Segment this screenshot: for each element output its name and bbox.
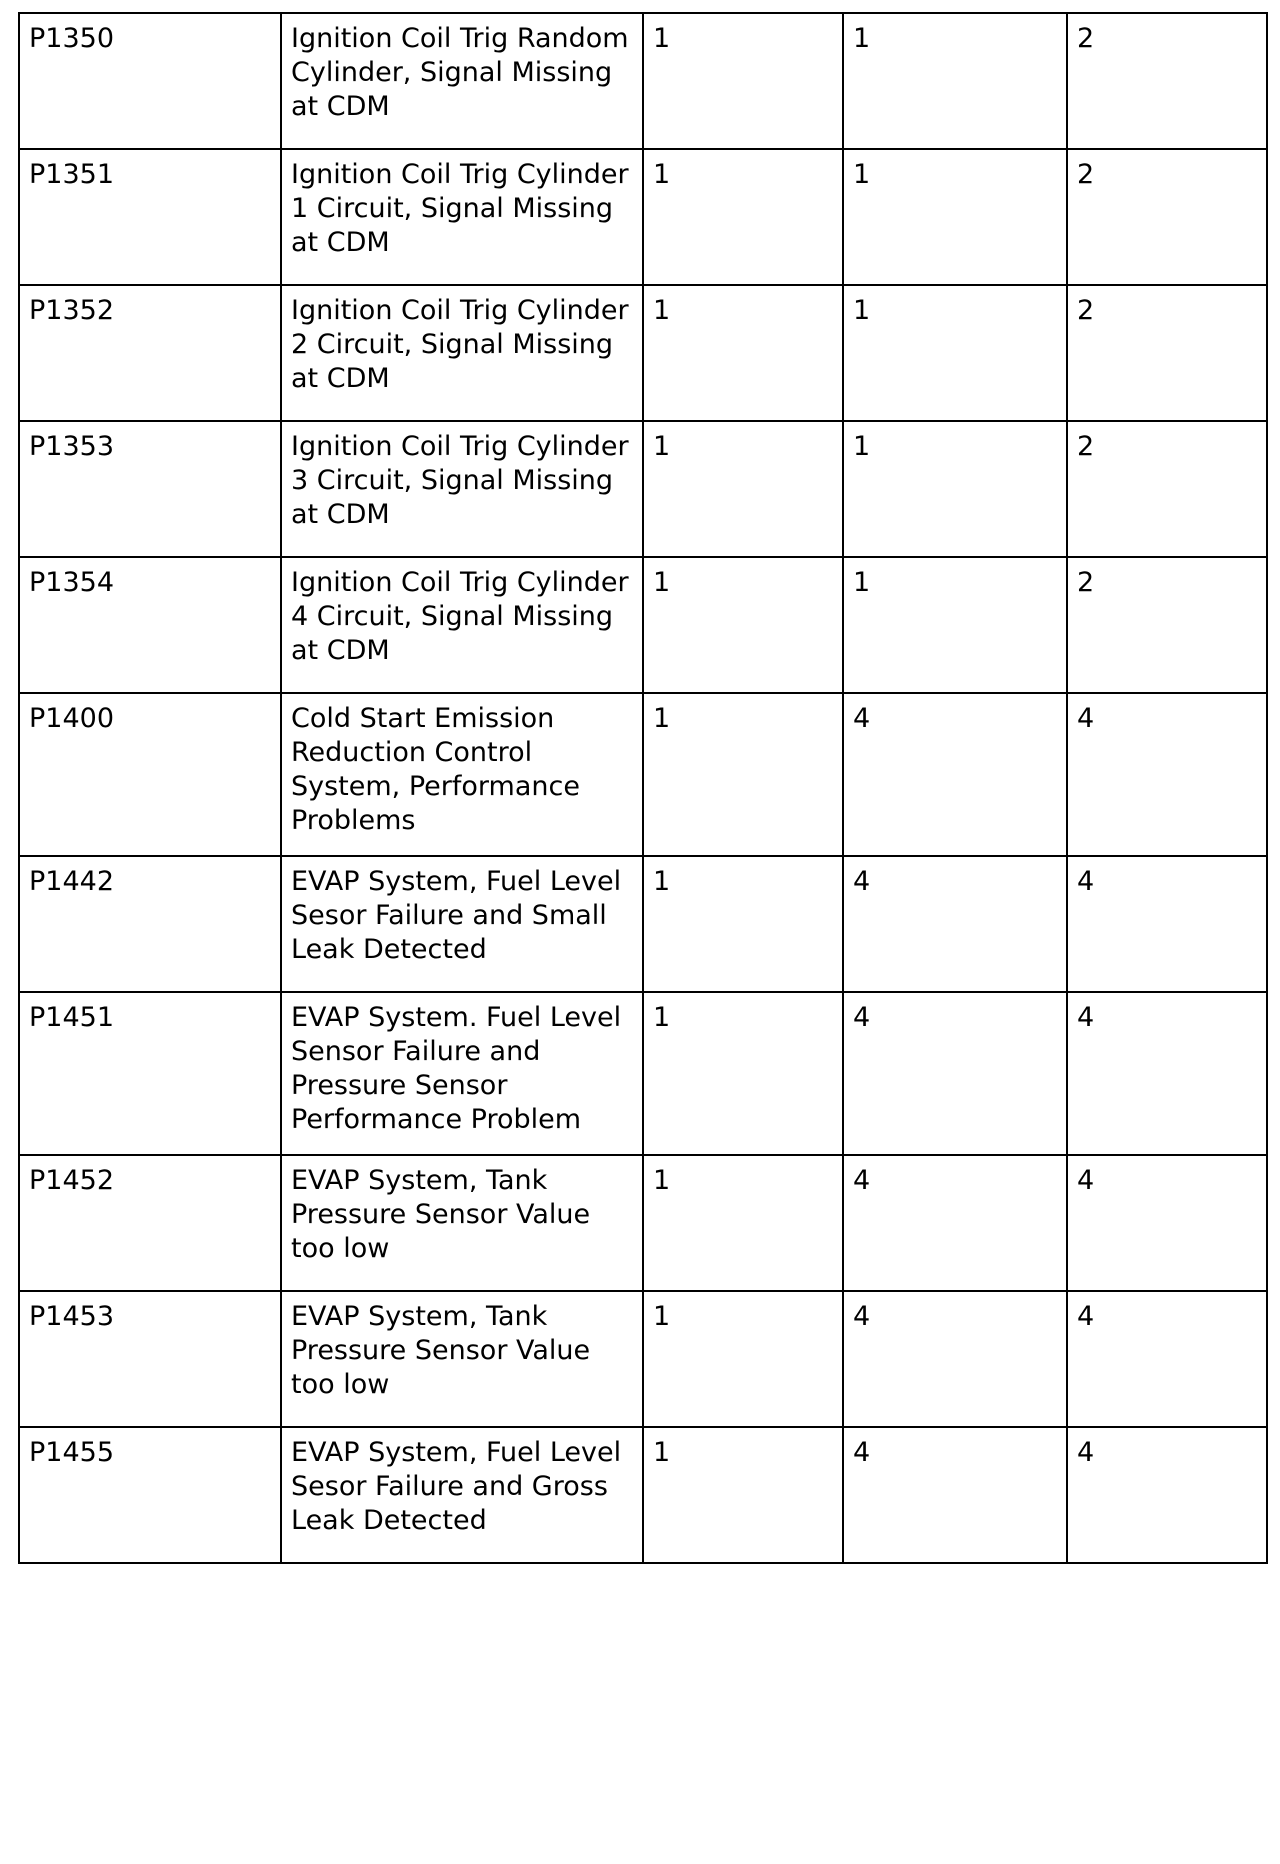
- value-cell-col5: 4: [1067, 992, 1267, 1155]
- value-cell-col3: 1: [643, 693, 843, 856]
- value-cell-col4: 1: [843, 13, 1067, 149]
- dtc-description-cell: Ignition Coil Trig Cylinder 4 Circuit, Signal Missing at CDM: [281, 557, 643, 693]
- value-cell-col3: 1: [643, 557, 843, 693]
- table-row: [19, 992, 1267, 1155]
- value-cell-col4: 1: [843, 149, 1067, 285]
- value-cell-col3: 1: [643, 421, 843, 557]
- dtc-description-cell: Ignition Coil Trig Cylinder 3 Circuit, Signal Missing at CDM: [281, 421, 643, 557]
- table-row: [19, 856, 1267, 992]
- value-cell-col5: 2: [1067, 421, 1267, 557]
- dtc-code-cell: P1400: [19, 693, 281, 856]
- dtc-description-cell: Ignition Coil Trig Cylinder 1 Circuit, Signal Missing at CDM: [281, 149, 643, 285]
- dtc-code-cell: P1442: [19, 856, 281, 992]
- dtc-description-cell: Ignition Coil Trig Cylinder 2 Circuit, Signal Missing at CDM: [281, 285, 643, 421]
- value-cell-col5: 4: [1067, 1291, 1267, 1427]
- table-row: [19, 421, 1267, 557]
- value-cell-col4: 4: [843, 693, 1067, 856]
- value-cell-col5: 2: [1067, 149, 1267, 285]
- value-cell-col4: 1: [843, 557, 1067, 693]
- value-cell-col4: 4: [843, 1155, 1067, 1291]
- value-cell-col5: 2: [1067, 13, 1267, 149]
- value-cell-col3: 1: [643, 285, 843, 421]
- value-cell-col3: 1: [643, 1427, 843, 1563]
- dtc-description-cell: EVAP System, Tank Pressure Sensor Value too low: [281, 1155, 643, 1291]
- dtc-description-cell: EVAP System. Fuel Level Sensor Failure and Pressure Sensor Performance Problem: [281, 992, 643, 1155]
- dtc-code-cell: P1352: [19, 285, 281, 421]
- dtc-table: [18, 12, 1268, 1564]
- value-cell-col3: 1: [643, 149, 843, 285]
- dtc-code-cell: P1455: [19, 1427, 281, 1563]
- dtc-code-cell: P1354: [19, 557, 281, 693]
- value-cell-col4: 4: [843, 1427, 1067, 1563]
- dtc-description-cell: Ignition Coil Trig Random Cylinder, Signal Missing at CDM: [281, 13, 643, 149]
- value-cell-col3: 1: [643, 13, 843, 149]
- value-cell-col3: 1: [643, 856, 843, 992]
- dtc-code-cell: P1452: [19, 1155, 281, 1291]
- table-row: [19, 285, 1267, 421]
- value-cell-col4: 4: [843, 856, 1067, 992]
- value-cell-col5: 2: [1067, 285, 1267, 421]
- value-cell-col5: 4: [1067, 1155, 1267, 1291]
- dtc-description-cell: Cold Start Emission Reduction Control System, Performance Problems: [281, 693, 643, 856]
- table-row: [19, 1291, 1267, 1427]
- dtc-code-cell: P1451: [19, 992, 281, 1155]
- value-cell-col4: 4: [843, 992, 1067, 1155]
- value-cell-col4: 4: [843, 1291, 1067, 1427]
- table-row: [19, 149, 1267, 285]
- dtc-code-cell: P1350: [19, 13, 281, 149]
- value-cell-col5: 4: [1067, 856, 1267, 992]
- table-row: [19, 557, 1267, 693]
- value-cell-col5: 4: [1067, 693, 1267, 856]
- dtc-code-cell: P1351: [19, 149, 281, 285]
- value-cell-col5: 4: [1067, 1427, 1267, 1563]
- dtc-code-cell: P1453: [19, 1291, 281, 1427]
- value-cell-col3: 1: [643, 992, 843, 1155]
- value-cell-col3: 1: [643, 1291, 843, 1427]
- dtc-description-cell: EVAP System, Tank Pressure Sensor Value too low: [281, 1291, 643, 1427]
- value-cell-col5: 2: [1067, 557, 1267, 693]
- table-row: [19, 693, 1267, 856]
- dtc-description-cell: EVAP System, Fuel Level Sesor Failure and Small Leak Detected: [281, 856, 643, 992]
- value-cell-col3: 1: [643, 1155, 843, 1291]
- value-cell-col4: 1: [843, 285, 1067, 421]
- value-cell-col4: 1: [843, 421, 1067, 557]
- dtc-code-cell: P1353: [19, 421, 281, 557]
- table-row: [19, 1427, 1267, 1563]
- table-row: [19, 1155, 1267, 1291]
- table-row: [19, 13, 1267, 149]
- dtc-description-cell: EVAP System, Fuel Level Sesor Failure and Gross Leak Detected: [281, 1427, 643, 1563]
